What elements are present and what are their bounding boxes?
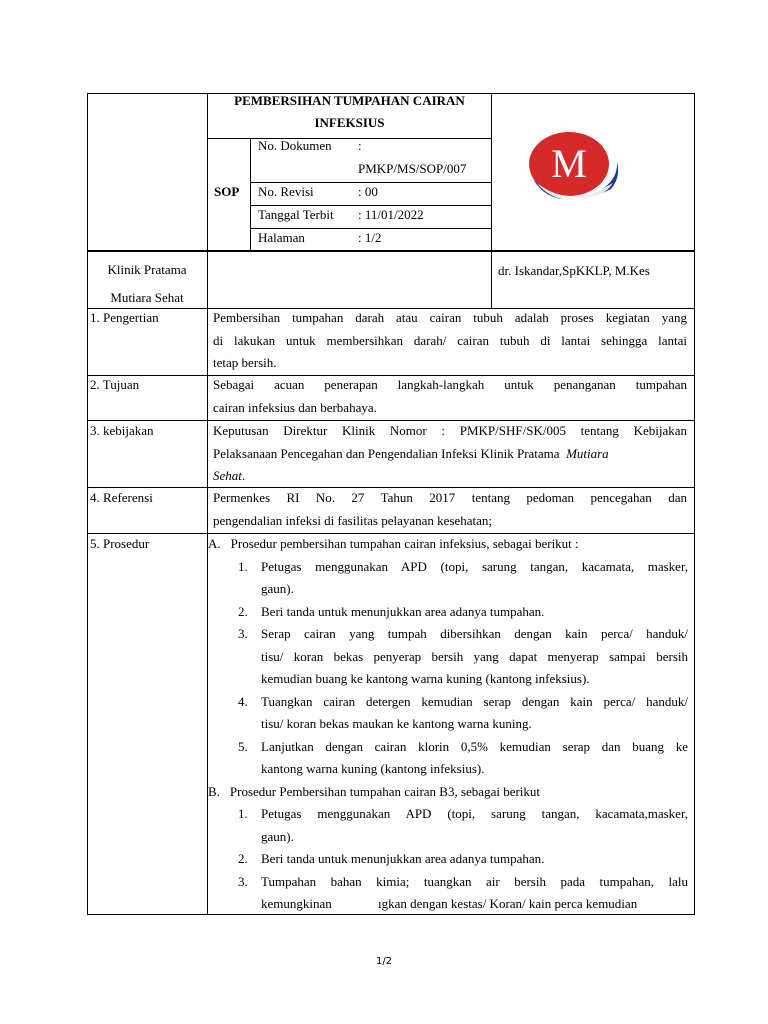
- signatory: dr. Iskandar,SpKKLP, M.Kes: [498, 263, 650, 278]
- section-label-referensi: 4. Referensi: [90, 490, 153, 505]
- doc-no-value: PMKP/MS/SOP/007: [358, 161, 467, 176]
- section-text-referensi: Permenkes RI No. 27 Tahun 2017 tentang pedoman pencegahan dan pengendalian infeksi di fasilitas pelayanan kesehatan;: [213, 490, 687, 528]
- issued-value: : 11/01/2022: [358, 207, 424, 222]
- section-label-pengertian: 1. Pengertian: [90, 310, 159, 325]
- clinic-logo: [525, 127, 623, 203]
- divider: [87, 251, 88, 915]
- section-label-kebijakan: 3. kebijakan: [90, 423, 154, 438]
- revision-value: : 00: [358, 184, 378, 199]
- doc-no-colon: :: [358, 138, 362, 153]
- clinic-name: Klinik Pratama Mutiara Sehat: [107, 262, 187, 305]
- section-text-pengertian: Pembersihan tumpahan darah atau cairan tubuh adalah proses kegiatan yang di lakukan untuk membersihkan darah/ cairan tubuh di lantai sehingga lantai tetap bersih.: [213, 310, 687, 370]
- section-label-prosedur: 5. Prosedur: [90, 536, 150, 551]
- page-value: : 1/2: [358, 230, 382, 245]
- section-text-kebijakan: Keputusan Direktur Klinik Nomor : PMKP/SHF/SK/005 tentang Kebijakan Pelaksanaan Pencegahan dan Pengendalian Infeksi Klinik Pratama Mutiara Sehat.: [213, 423, 687, 483]
- section-label-tujuan: 2. Tujuan: [90, 377, 140, 392]
- logo-letter: M: [551, 141, 587, 186]
- issued-label: Tanggal Terbit: [258, 207, 334, 222]
- document-title: PEMBERSIHAN TUMPAHAN CAIRAN INFEKSIUS: [234, 93, 465, 130]
- divider: [491, 93, 492, 308]
- section-text-prosedur: A. Prosedur pembersihan tumpahan cairan infeksius, sebagai berikut : 1. Petugas menggunakan APD (topi, sarung tangan, kacamata, masker, gaun). 2. Beri tanda untuk menunjukkan area adanya tumpahan. 3. Serap cairan yang tumpah dibersihkan dengan kain perca/ handuk/ tisu/ koran bekas penyerap bersih yang dapat menyerap sampai bersih kemudian buang ke kantong warna kuning (kantong infeksius). 4. Tuangkan cairan detergen kemudian serap dengan kain perca/ handuk/ tisu/ koran bekas maukan ke kantong warna kuning. 5. Lanjutkan dengan cairan klorin 0,5% kemudian serap dan buang ke kantong warna kuning (kantong infeksius). B. Prosedur Pembersihan tumpahan cairan B3, sebagai berikut 1. Petugas menggunakan APD (topi, sarung tangan, kacamata,masker, gaun). 2. Beri tanda untuk menunjukkan area adanya tumpahan. 3. Tumpahan bahan kimia; tuangkan air bersih pada tumpahan, lalu kemungkinan ıgkan dengan kestas/ Koran/ kain perca kemudian: [208, 536, 688, 911]
- page-label: Halaman: [258, 230, 305, 245]
- sop-label: SOP: [214, 184, 240, 199]
- section-text-tujuan: Sebagai acuan penerapan langkah-langkah untuk penanganan tumpahan cairan infeksius dan berbahaya.: [213, 377, 687, 415]
- divider: [694, 251, 695, 915]
- divider: [87, 251, 695, 252]
- doc-no-label: No. Dokumen: [258, 138, 332, 153]
- page-number: 1/2: [375, 956, 393, 967]
- divider: [207, 138, 491, 139]
- divider: [250, 138, 251, 251]
- revision-label: No. Revisi: [258, 184, 314, 199]
